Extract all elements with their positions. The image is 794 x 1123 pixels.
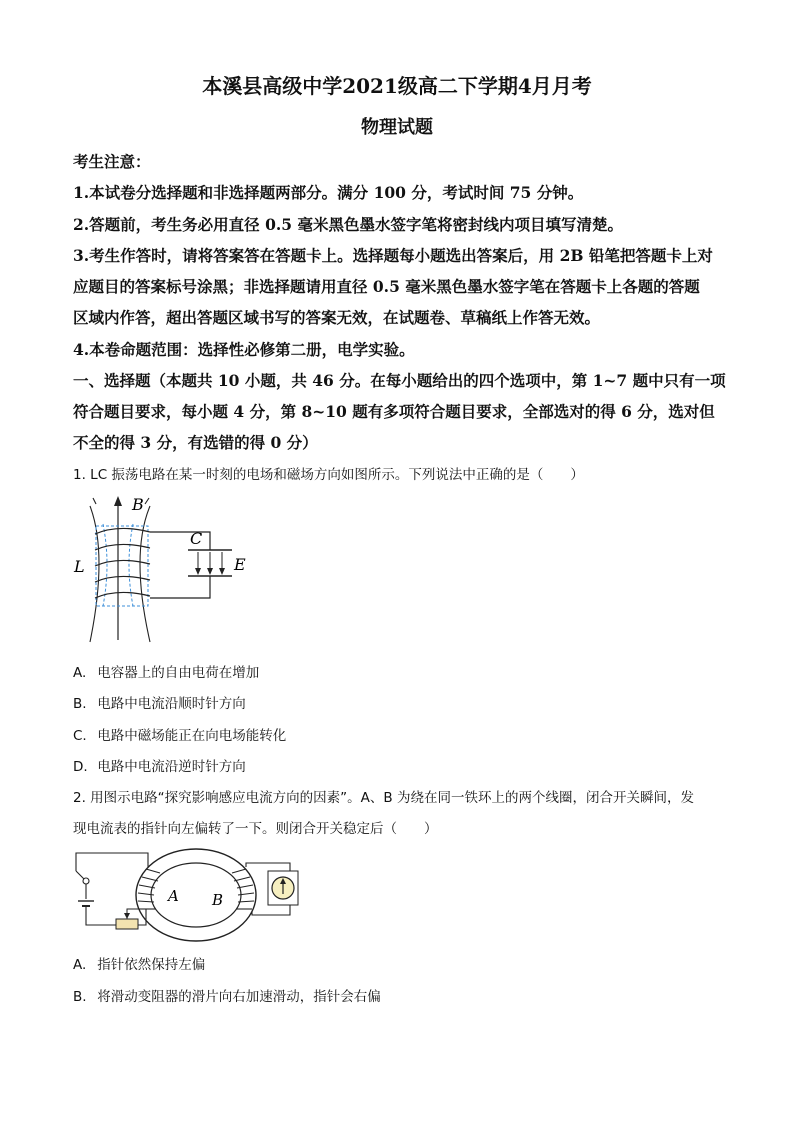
q1-option-c[interactable] (73, 724, 286, 744)
lc-circuit-figure (68, 494, 268, 644)
note-line-3: 3.考生作答时，请将答案答在答题卡上。选择题每小题选出答案后，用 2B 铅笔把答题卡上对 (73, 246, 713, 265)
q2-option-a-text: 指针依然保持左偏 (97, 957, 206, 973)
label-coil-a: A (168, 887, 179, 905)
q1-option-a-text: 电容器上的自由电荷在增加 (97, 665, 260, 681)
q2-option-b-text: 将滑动变阻器的滑片向右加速滑动，指针会右偏 (97, 989, 381, 1005)
induction-ring-figure (72, 843, 302, 943)
q2-option-b[interactable] (73, 985, 381, 1005)
note-line-6: 4.本卷命题范围：选择性必修第二册，电学实验。 (73, 340, 415, 359)
exam-subtitle: 物理试题 (361, 117, 433, 138)
exam-title: 本溪县高级中学2021级高二下学期4月月考 (202, 74, 592, 98)
q2-option-a-key: A. (73, 957, 87, 973)
label-l: L (74, 557, 85, 576)
question-1-stem: 1. LC 振荡电路在某一时刻的电场和磁场方向如图所示。下列说法中正确的是（ ） (73, 467, 584, 483)
q1-option-c-key: C. (73, 728, 87, 744)
note-line-2: 2.答题前，考生务必用直径 0.5 毫米黑色墨水签字笔将密封线内项目填写清楚。 (73, 215, 623, 234)
label-e: E (234, 555, 246, 574)
label-b: B (132, 495, 144, 514)
note-line-4: 应题目的答案标号涂黑；非选择题请用直径 0.5 毫米黑色墨水签字笔在答题卡上各题的答题 (73, 277, 700, 296)
question-2-stem-line-1: 2. 用图示电路“探究影响感应电流方向的因素”。A、B 为绕在同一铁环上的两个线圈，闭合开关瞬间，发 (73, 790, 694, 806)
section-line-3: 不全的得 3 分，有选错的得 0 分） (73, 433, 318, 452)
note-line-5: 区域内作答，超出答题区域书写的答案无效，在试题卷、草稿纸上作答无效。 (73, 308, 601, 327)
q1-option-a[interactable] (73, 661, 259, 681)
q2-option-a[interactable] (73, 953, 205, 973)
q2-option-b-key: B. (73, 989, 87, 1005)
q1-option-b[interactable] (73, 692, 246, 712)
label-c: C (190, 529, 203, 548)
question-2-stem-line-2: 现电流表的指针向左偏转了一下。则闭合开关稳定后（ ） (73, 821, 438, 837)
label-coil-b: B (212, 891, 224, 909)
q1-option-b-key: B. (73, 696, 87, 712)
q1-option-c-text: 电路中磁场能正在向电场能转化 (97, 728, 287, 744)
q1-option-d[interactable] (73, 755, 246, 775)
q1-option-b-text: 电路中电流沿顺时针方向 (97, 696, 246, 712)
q1-option-a-key: A. (73, 665, 87, 681)
q1-option-d-key: D. (73, 759, 88, 775)
q1-option-d-text: 电路中电流沿逆时针方向 (97, 759, 246, 775)
section-line-1: 一、选择题（本题共 10 小题，共 46 分。在每小题给出的四个选项中，第 1~7 题中只有一项 (73, 371, 726, 390)
notes-heading: 考生注意： (73, 152, 151, 171)
section-line-2: 符合题目要求，每小题 4 分，第 8~10 题有多项符合题目要求，全部选对的得 6 分，选对但 (73, 402, 715, 421)
note-line-1: 1.本试卷分选择题和非选择题两部分。满分 100 分，考试时间 75 分钟。 (73, 183, 584, 202)
